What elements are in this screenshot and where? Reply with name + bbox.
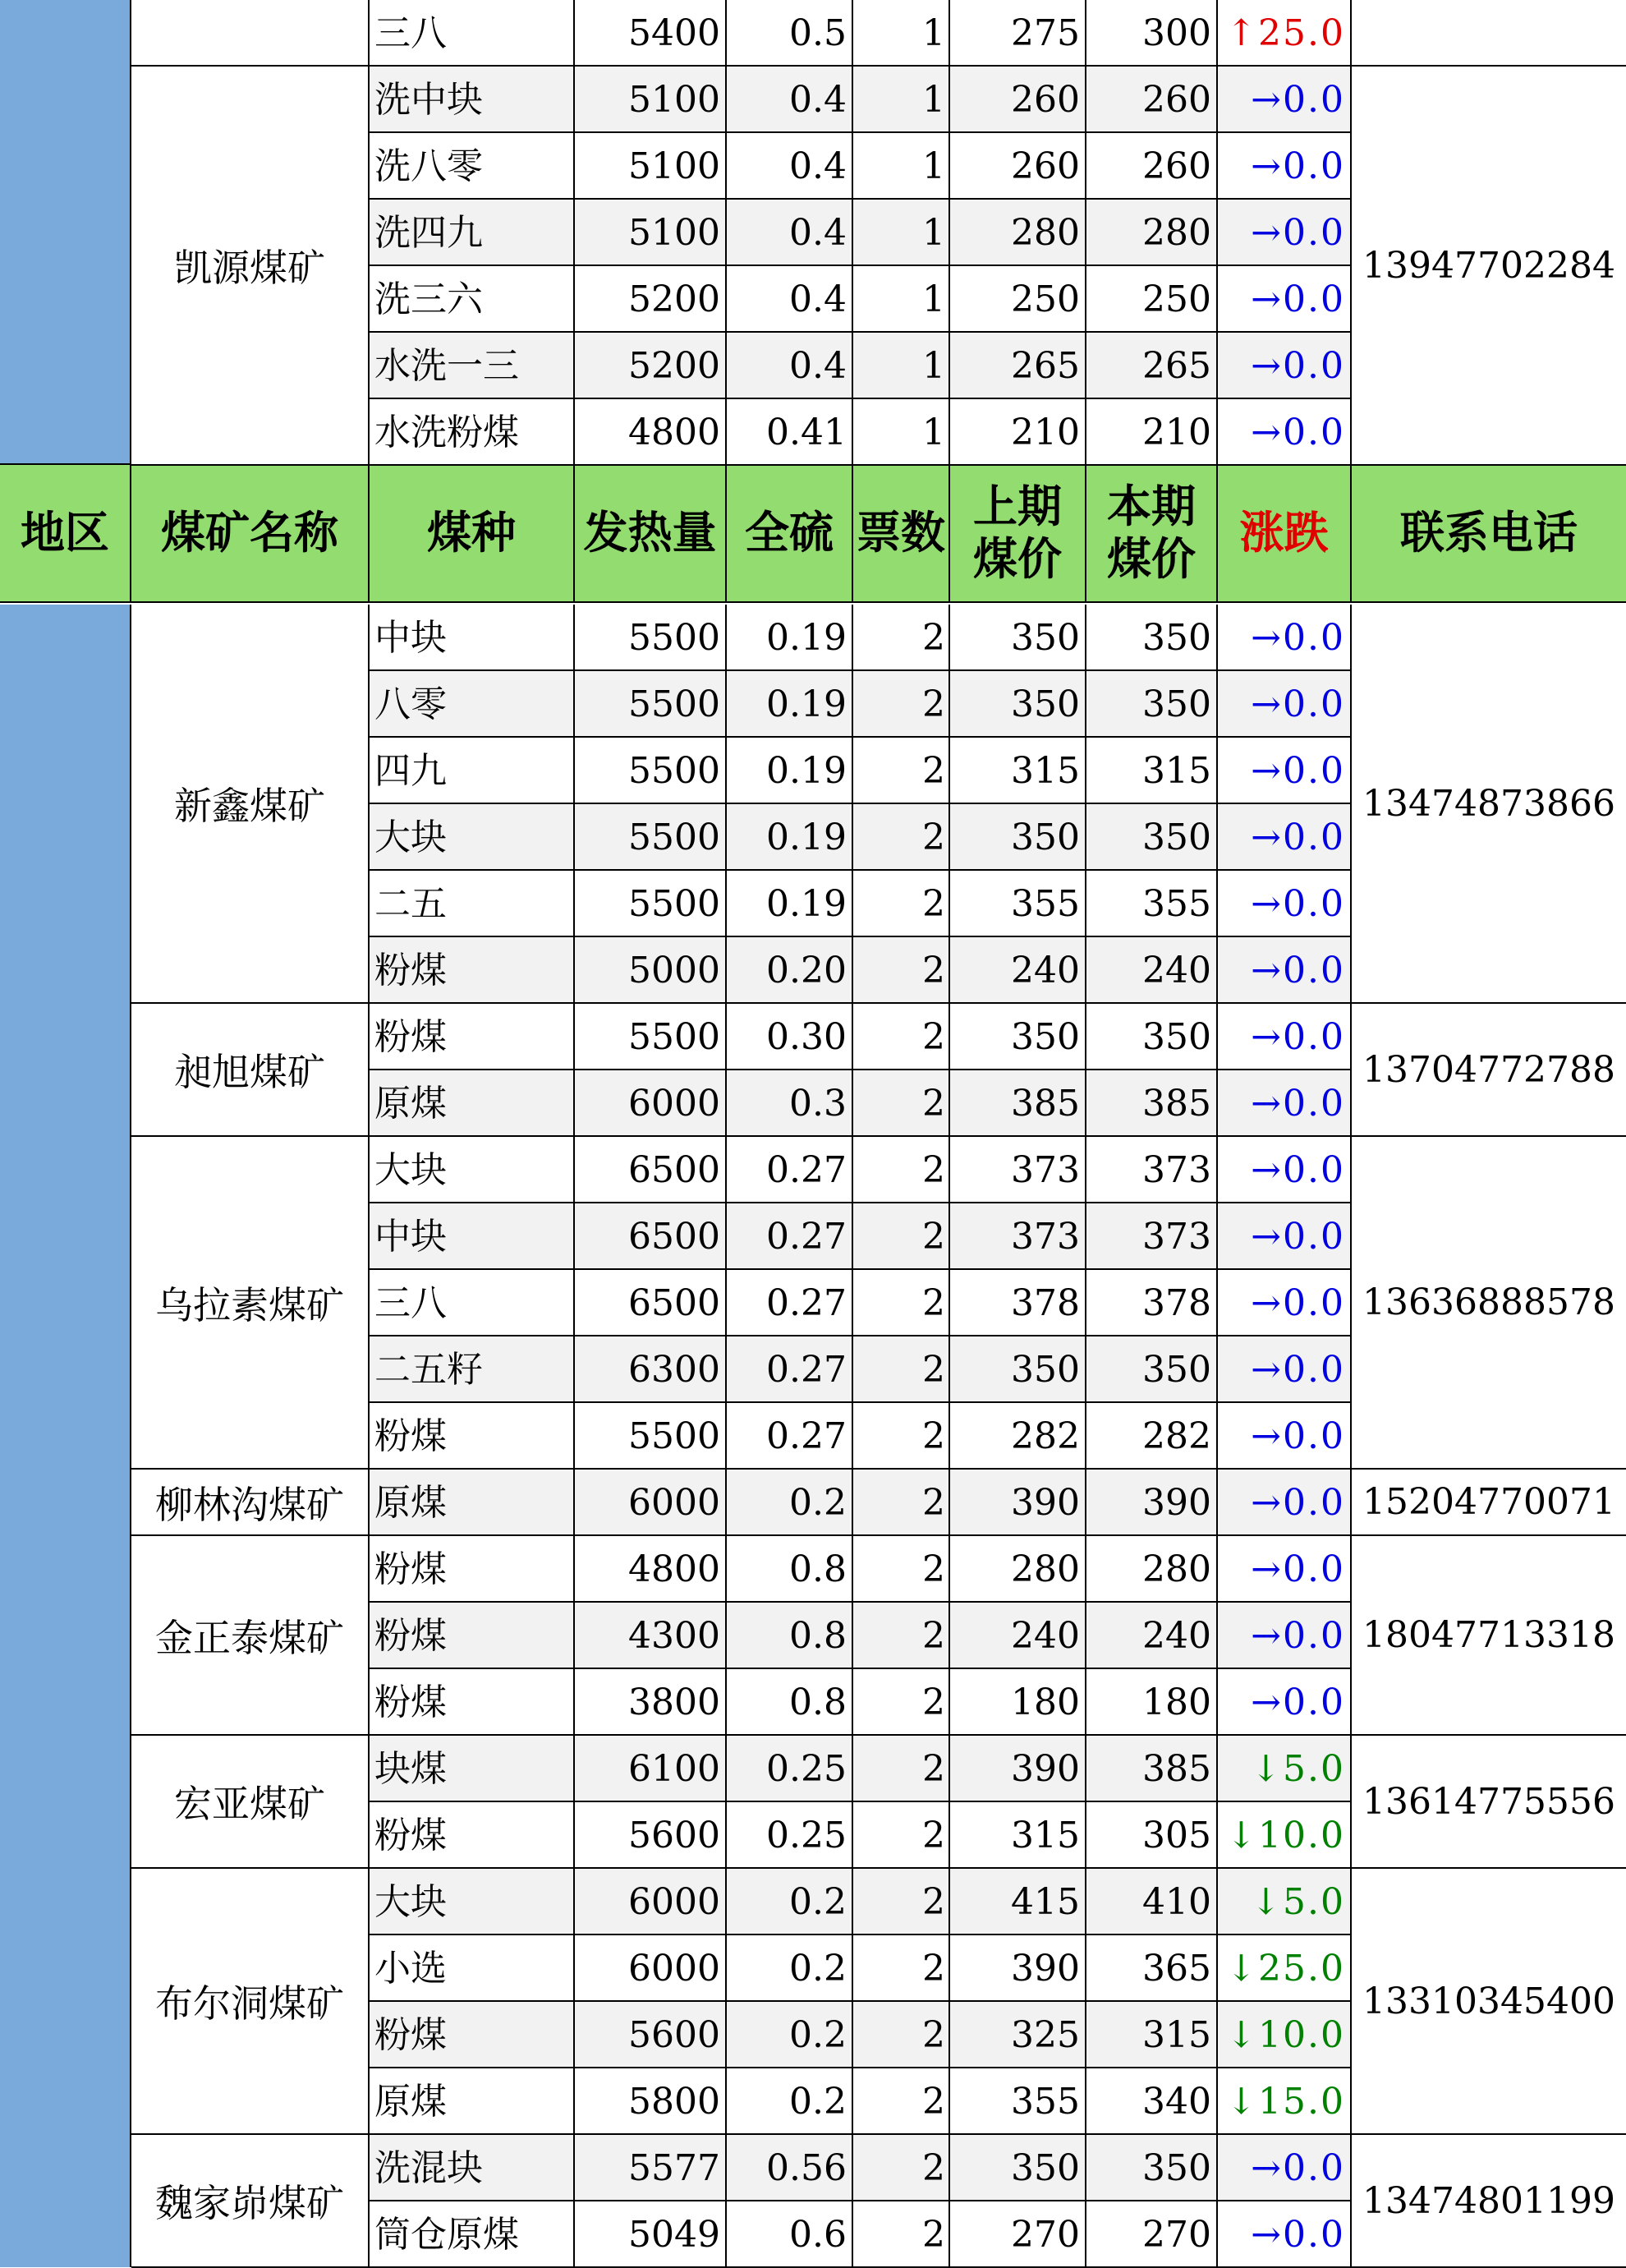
tickets-cell: 1 xyxy=(853,133,950,198)
curr-price-cell: 373 xyxy=(1086,1203,1218,1268)
coal-type-cell: 筒仓原煤 xyxy=(370,2201,575,2266)
mine-name-cell: 金正泰煤矿 xyxy=(131,1536,370,1736)
sulfur-cell: 0.3 xyxy=(727,1070,853,1135)
header-mine-name: 煤矿名称 xyxy=(131,465,370,601)
prev-price-cell: 385 xyxy=(950,1070,1086,1135)
change-cell: →0.0 xyxy=(1218,671,1352,736)
table-row xyxy=(370,333,1352,399)
phone-cell: 15204770071 xyxy=(1352,1470,1626,1536)
heat-value-cell: 6000 xyxy=(575,1070,727,1135)
table-row xyxy=(370,1336,1352,1403)
phone-cell: 13474801199 xyxy=(1352,2135,1626,2268)
sulfur-cell: 0.19 xyxy=(727,605,853,669)
heat-value-cell: 6000 xyxy=(575,1935,727,2000)
coal-type-cell: 原煤 xyxy=(370,2068,575,2133)
tickets-cell: 2 xyxy=(853,804,950,869)
sulfur-cell: 0.56 xyxy=(727,2135,853,2200)
tickets-cell: 2 xyxy=(853,2068,950,2133)
sulfur-cell: 0.5 xyxy=(727,0,853,65)
table-row xyxy=(370,1669,1352,1736)
tickets-cell: 2 xyxy=(853,1736,950,1801)
phone-cell: 13614775556 xyxy=(1352,1736,1626,1869)
coal-type-cell: 二五 xyxy=(370,871,575,936)
change-cell: →0.0 xyxy=(1218,200,1352,265)
tickets-cell: 2 xyxy=(853,1203,950,1268)
prev-price-cell: 280 xyxy=(950,200,1086,265)
coal-type-cell: 粉煤 xyxy=(370,1536,575,1601)
heat-value-cell: 6000 xyxy=(575,1869,727,1934)
prev-price-cell: 350 xyxy=(950,804,1086,869)
phone-cell: 13474873866 xyxy=(1352,605,1626,1004)
heat-value-cell: 4800 xyxy=(575,399,727,464)
table-row xyxy=(370,871,1352,937)
table-row xyxy=(370,605,1352,671)
coal-type-cell: 二五籽 xyxy=(370,1336,575,1401)
table-row xyxy=(370,1736,1352,1802)
heat-value-cell: 5500 xyxy=(575,871,727,936)
heat-value-cell: 5200 xyxy=(575,266,727,331)
change-cell: →0.0 xyxy=(1218,1004,1352,1069)
tickets-cell: 2 xyxy=(853,1403,950,1468)
sulfur-cell: 0.27 xyxy=(727,1137,853,1202)
tickets-cell: 2 xyxy=(853,1470,950,1534)
heat-value-cell: 5100 xyxy=(575,200,727,265)
tickets-cell: 2 xyxy=(853,1137,950,1202)
tickets-cell: 2 xyxy=(853,738,950,803)
table-row xyxy=(370,1070,1352,1137)
phone-cell: 13310345400 xyxy=(1352,1869,1626,2135)
change-cell: →0.0 xyxy=(1218,1603,1352,1668)
prev-price-cell: 270 xyxy=(950,2201,1086,2266)
prev-price-cell: 373 xyxy=(950,1137,1086,1202)
change-cell: →0.0 xyxy=(1218,1137,1352,1202)
coal-type-cell: 粉煤 xyxy=(370,1802,575,1867)
coal-type-cell: 大块 xyxy=(370,1869,575,1934)
header-region: 地区 xyxy=(0,465,131,601)
tickets-cell: 2 xyxy=(853,1336,950,1401)
sulfur-cell: 0.25 xyxy=(727,1802,853,1867)
mine-name-cell: 乌拉素煤矿 xyxy=(131,1137,370,1470)
prev-price-cell: 350 xyxy=(950,671,1086,736)
heat-value-cell: 5100 xyxy=(575,67,727,131)
heat-value-cell: 5500 xyxy=(575,605,727,669)
curr-price-cell: 365 xyxy=(1086,1935,1218,2000)
table-row xyxy=(370,1470,1352,1536)
change-cell: →0.0 xyxy=(1218,1470,1352,1534)
tickets-cell: 2 xyxy=(853,671,950,736)
heat-value-cell: 5800 xyxy=(575,2068,727,2133)
curr-price-cell: 385 xyxy=(1086,1070,1218,1135)
sulfur-cell: 0.4 xyxy=(727,333,853,398)
tickets-cell: 2 xyxy=(853,1802,950,1867)
heat-value-cell: 3800 xyxy=(575,1669,727,1734)
coal-type-cell: 三八 xyxy=(370,0,575,65)
curr-price-cell: 378 xyxy=(1086,1270,1218,1335)
change-cell: ↑25.0 xyxy=(1218,0,1352,65)
sulfur-cell: 0.27 xyxy=(727,1203,853,1268)
prev-price-cell: 210 xyxy=(950,399,1086,464)
curr-price-cell: 390 xyxy=(1086,1470,1218,1534)
sulfur-cell: 0.25 xyxy=(727,1736,853,1801)
tickets-cell: 2 xyxy=(853,605,950,669)
sulfur-cell: 0.19 xyxy=(727,871,853,936)
curr-price-cell: 270 xyxy=(1086,2201,1218,2266)
coal-type-cell: 水洗一三 xyxy=(370,333,575,398)
curr-price-cell: 180 xyxy=(1086,1669,1218,1734)
header-change: 涨跌 xyxy=(1218,465,1352,601)
sulfur-cell: 0.4 xyxy=(727,67,853,131)
coal-type-cell: 原煤 xyxy=(370,1470,575,1534)
mine-name-cell xyxy=(131,0,370,67)
change-cell: →0.0 xyxy=(1218,605,1352,669)
curr-price-cell: 282 xyxy=(1086,1403,1218,1468)
curr-price-cell: 350 xyxy=(1086,671,1218,736)
tickets-cell: 2 xyxy=(853,1935,950,2000)
sulfur-cell: 0.19 xyxy=(727,804,853,869)
change-cell: →0.0 xyxy=(1218,871,1352,936)
phone-cell: 13947702284 xyxy=(1352,67,1626,466)
mine-name-cell: 魏家峁煤矿 xyxy=(131,2135,370,2268)
coal-type-cell: 三八 xyxy=(370,1270,575,1335)
header-prev-price: 上期 煤价 xyxy=(950,465,1086,601)
change-cell: →0.0 xyxy=(1218,399,1352,464)
heat-value-cell: 5200 xyxy=(575,333,727,398)
change-cell: ↓5.0 xyxy=(1218,1736,1352,1801)
sulfur-cell: 0.2 xyxy=(727,2002,853,2067)
curr-price-cell: 280 xyxy=(1086,200,1218,265)
coal-type-cell: 粉煤 xyxy=(370,1004,575,1069)
sulfur-cell: 0.8 xyxy=(727,1603,853,1668)
sulfur-cell: 0.20 xyxy=(727,937,853,1002)
sulfur-cell: 0.27 xyxy=(727,1270,853,1335)
prev-price-cell: 325 xyxy=(950,2002,1086,2067)
coal-type-cell: 大块 xyxy=(370,1137,575,1202)
curr-price-cell: 305 xyxy=(1086,1802,1218,1867)
region-cell-top xyxy=(0,0,131,466)
heat-value-cell: 6500 xyxy=(575,1137,727,1202)
coal-type-cell: 粉煤 xyxy=(370,2002,575,2067)
prev-price-cell: 282 xyxy=(950,1403,1086,1468)
prev-price-cell: 275 xyxy=(950,0,1086,65)
coal-type-cell: 粉煤 xyxy=(370,1669,575,1734)
phone-cell: 13636888578 xyxy=(1352,1137,1626,1470)
coal-type-cell: 大块 xyxy=(370,804,575,869)
prev-price-cell: 240 xyxy=(950,937,1086,1002)
sulfur-cell: 0.2 xyxy=(727,1470,853,1534)
heat-value-cell: 4300 xyxy=(575,1603,727,1668)
curr-price-cell: 385 xyxy=(1086,1736,1218,1801)
tickets-cell: 1 xyxy=(853,0,950,65)
table-row xyxy=(370,1270,1352,1336)
change-cell: →0.0 xyxy=(1218,133,1352,198)
coal-type-cell: 洗中块 xyxy=(370,67,575,131)
mine-name-cell: 布尔洞煤矿 xyxy=(131,1869,370,2135)
tickets-cell: 2 xyxy=(853,2002,950,2067)
prev-price-cell: 415 xyxy=(950,1869,1086,1934)
table-row xyxy=(370,2068,1352,2135)
heat-value-cell: 6100 xyxy=(575,1736,727,1801)
curr-price-cell: 260 xyxy=(1086,67,1218,131)
coal-type-cell: 洗三六 xyxy=(370,266,575,331)
table-row xyxy=(370,1603,1352,1669)
sulfur-cell: 0.8 xyxy=(727,1669,853,1734)
heat-value-cell: 5000 xyxy=(575,937,727,1002)
table-row xyxy=(370,1869,1352,1935)
prev-price-cell: 280 xyxy=(950,1536,1086,1601)
change-cell: →0.0 xyxy=(1218,333,1352,398)
curr-price-cell: 250 xyxy=(1086,266,1218,331)
table-row xyxy=(370,399,1352,466)
coal-type-cell: 八零 xyxy=(370,671,575,736)
prev-price-cell: 350 xyxy=(950,1336,1086,1401)
change-cell: ↓15.0 xyxy=(1218,2068,1352,2133)
sulfur-cell: 0.4 xyxy=(727,133,853,198)
heat-value-cell: 6300 xyxy=(575,1336,727,1401)
header-tickets: 票数 xyxy=(853,465,950,601)
tickets-cell: 2 xyxy=(853,1869,950,1934)
header-phone: 联系电话 xyxy=(1400,507,1578,559)
change-cell: ↓5.0 xyxy=(1218,1869,1352,1934)
change-cell: →0.0 xyxy=(1218,1070,1352,1135)
heat-value-cell: 5400 xyxy=(575,0,727,65)
curr-price-cell: 315 xyxy=(1086,2002,1218,2067)
header-coal-type: 煤种 xyxy=(370,465,575,601)
curr-price-cell: 300 xyxy=(1086,0,1218,65)
table-row xyxy=(370,0,1352,67)
tickets-cell: 2 xyxy=(853,1536,950,1601)
tickets-cell: 2 xyxy=(853,1669,950,1734)
tickets-cell: 1 xyxy=(853,333,950,398)
heat-value-cell: 6000 xyxy=(575,1470,727,1534)
table-row xyxy=(370,2002,1352,2068)
heat-value-cell: 4800 xyxy=(575,1536,727,1601)
change-cell: →0.0 xyxy=(1218,67,1352,131)
prev-price-cell: 350 xyxy=(950,2135,1086,2200)
heat-value-cell: 5500 xyxy=(575,738,727,803)
curr-price-cell: 350 xyxy=(1086,605,1218,669)
table-row xyxy=(370,1935,1352,2002)
change-cell: →0.0 xyxy=(1218,1669,1352,1734)
change-cell: →0.0 xyxy=(1218,1336,1352,1401)
tickets-cell: 2 xyxy=(853,2201,950,2266)
tickets-cell: 1 xyxy=(853,200,950,265)
tickets-cell: 2 xyxy=(853,1070,950,1135)
table-row xyxy=(370,133,1352,200)
heat-value-cell: 5049 xyxy=(575,2201,727,2266)
heat-value-cell: 5100 xyxy=(575,133,727,198)
change-cell: →0.0 xyxy=(1218,804,1352,869)
tickets-cell: 2 xyxy=(853,2135,950,2200)
sulfur-cell: 0.4 xyxy=(727,266,853,331)
sulfur-cell: 0.2 xyxy=(727,2068,853,2133)
change-cell: ↓10.0 xyxy=(1218,2002,1352,2067)
table-row xyxy=(370,2201,1352,2268)
change-cell: ↓10.0 xyxy=(1218,1802,1352,1867)
change-cell: →0.0 xyxy=(1218,937,1352,1002)
table-header-row xyxy=(0,463,1626,603)
coal-type-cell: 小选 xyxy=(370,1935,575,2000)
prev-price-cell: 260 xyxy=(950,67,1086,131)
table-row xyxy=(370,67,1352,133)
prev-price-cell: 350 xyxy=(950,605,1086,669)
table-row xyxy=(370,937,1352,1004)
prev-price-cell: 240 xyxy=(950,1603,1086,1668)
prev-price-cell: 180 xyxy=(950,1669,1086,1734)
heat-value-cell: 5577 xyxy=(575,2135,727,2200)
curr-price-cell: 373 xyxy=(1086,1137,1218,1202)
table-row xyxy=(370,738,1352,804)
phone-cell xyxy=(1352,0,1626,67)
tickets-cell: 2 xyxy=(853,871,950,936)
tickets-cell: 1 xyxy=(853,266,950,331)
table-row xyxy=(370,266,1352,333)
sulfur-cell: 0.2 xyxy=(727,1869,853,1934)
table-row xyxy=(370,1802,1352,1869)
coal-type-cell: 粉煤 xyxy=(370,937,575,1002)
change-cell: →0.0 xyxy=(1218,266,1352,331)
prev-price-cell: 315 xyxy=(950,1802,1086,1867)
curr-price-cell: 350 xyxy=(1086,2135,1218,2200)
change-cell: →0.0 xyxy=(1218,1270,1352,1335)
curr-price-cell: 410 xyxy=(1086,1869,1218,1934)
curr-price-cell: 210 xyxy=(1086,399,1218,464)
curr-price-cell: 315 xyxy=(1086,738,1218,803)
coal-type-cell: 中块 xyxy=(370,605,575,669)
coal-type-cell: 洗混块 xyxy=(370,2135,575,2200)
prev-price-cell: 250 xyxy=(950,266,1086,331)
prev-price-cell: 355 xyxy=(950,871,1086,936)
prev-price-cell: 390 xyxy=(950,1470,1086,1534)
sulfur-cell: 0.19 xyxy=(727,671,853,736)
curr-price-cell: 350 xyxy=(1086,804,1218,869)
curr-price-cell: 240 xyxy=(1086,1603,1218,1668)
prev-price-cell: 350 xyxy=(950,1004,1086,1069)
tickets-cell: 2 xyxy=(853,1270,950,1335)
table-row xyxy=(370,1536,1352,1603)
curr-price-cell: 260 xyxy=(1086,133,1218,198)
header-sulfur: 全硫 xyxy=(727,465,853,601)
heat-value-cell: 5600 xyxy=(575,2002,727,2067)
table-row xyxy=(370,804,1352,871)
heat-value-cell: 5500 xyxy=(575,804,727,869)
coal-type-cell: 四九 xyxy=(370,738,575,803)
change-cell: →0.0 xyxy=(1218,1403,1352,1468)
change-cell: →0.0 xyxy=(1218,2135,1352,2200)
tickets-cell: 2 xyxy=(853,937,950,1002)
heat-value-cell: 6500 xyxy=(575,1270,727,1335)
sulfur-cell: 0.2 xyxy=(727,1935,853,2000)
sulfur-cell: 0.8 xyxy=(727,1536,853,1601)
change-cell: →0.0 xyxy=(1218,738,1352,803)
change-cell: ↓25.0 xyxy=(1218,1935,1352,2000)
prev-price-cell: 378 xyxy=(950,1270,1086,1335)
coal-type-cell: 块煤 xyxy=(370,1736,575,1801)
prev-price-cell: 355 xyxy=(950,2068,1086,2133)
heat-value-cell: 5500 xyxy=(575,1004,727,1069)
curr-price-cell: 350 xyxy=(1086,1004,1218,1069)
header-curr-price: 本期 煤价 xyxy=(1086,465,1218,601)
phone-cell: 18047713318 xyxy=(1352,1536,1626,1736)
sulfur-cell: 0.19 xyxy=(727,738,853,803)
table-row xyxy=(370,1203,1352,1270)
prev-price-cell: 260 xyxy=(950,133,1086,198)
sulfur-cell: 0.41 xyxy=(727,399,853,464)
coal-type-cell: 原煤 xyxy=(370,1070,575,1135)
prev-price-cell: 373 xyxy=(950,1203,1086,1268)
change-cell: →0.0 xyxy=(1218,2201,1352,2266)
heat-value-cell: 5600 xyxy=(575,1802,727,1867)
mine-name-cell: 宏亚煤矿 xyxy=(131,1736,370,1869)
mine-name-cell: 昶旭煤矿 xyxy=(131,1004,370,1137)
tickets-cell: 2 xyxy=(853,1603,950,1668)
mine-name-cell: 凯源煤矿 xyxy=(131,67,370,466)
table-row xyxy=(370,1403,1352,1470)
table-row xyxy=(370,1004,1352,1070)
curr-price-cell: 240 xyxy=(1086,937,1218,1002)
curr-price-cell: 280 xyxy=(1086,1536,1218,1601)
coal-type-cell: 粉煤 xyxy=(370,1403,575,1468)
sulfur-cell: 0.27 xyxy=(727,1336,853,1401)
coal-type-cell: 洗八零 xyxy=(370,133,575,198)
change-cell: →0.0 xyxy=(1218,1203,1352,1268)
sulfur-cell: 0.6 xyxy=(727,2201,853,2266)
table-row xyxy=(370,1137,1352,1203)
mine-name-cell: 柳林沟煤矿 xyxy=(131,1470,370,1536)
sulfur-cell: 0.30 xyxy=(727,1004,853,1069)
tickets-cell: 1 xyxy=(853,67,950,131)
curr-price-cell: 350 xyxy=(1086,1336,1218,1401)
table-row xyxy=(370,200,1352,266)
coal-type-cell: 水洗粉煤 xyxy=(370,399,575,464)
heat-value-cell: 5500 xyxy=(575,671,727,736)
region-cell-bottom xyxy=(0,605,131,2267)
curr-price-cell: 355 xyxy=(1086,871,1218,936)
sulfur-cell: 0.4 xyxy=(727,200,853,265)
prev-price-cell: 390 xyxy=(950,1736,1086,1801)
table-row xyxy=(370,671,1352,738)
sulfur-cell: 0.27 xyxy=(727,1403,853,1468)
heat-value-cell: 5500 xyxy=(575,1403,727,1468)
curr-price-cell: 340 xyxy=(1086,2068,1218,2133)
tickets-cell: 1 xyxy=(853,399,950,464)
curr-price-cell: 265 xyxy=(1086,333,1218,398)
phone-cell: 13704772788 xyxy=(1352,1004,1626,1137)
heat-value-cell: 6500 xyxy=(575,1203,727,1268)
prev-price-cell: 315 xyxy=(950,738,1086,803)
prev-price-cell: 390 xyxy=(950,1935,1086,2000)
table-row xyxy=(370,2135,1352,2201)
coal-type-cell: 洗四九 xyxy=(370,200,575,265)
coal-type-cell: 粉煤 xyxy=(370,1603,575,1668)
mine-name-cell: 新鑫煤矿 xyxy=(131,605,370,1004)
coal-type-cell: 中块 xyxy=(370,1203,575,1268)
header-heat-value: 发热量 xyxy=(575,465,727,601)
prev-price-cell: 265 xyxy=(950,333,1086,398)
change-cell: →0.0 xyxy=(1218,1536,1352,1601)
tickets-cell: 2 xyxy=(853,1004,950,1069)
